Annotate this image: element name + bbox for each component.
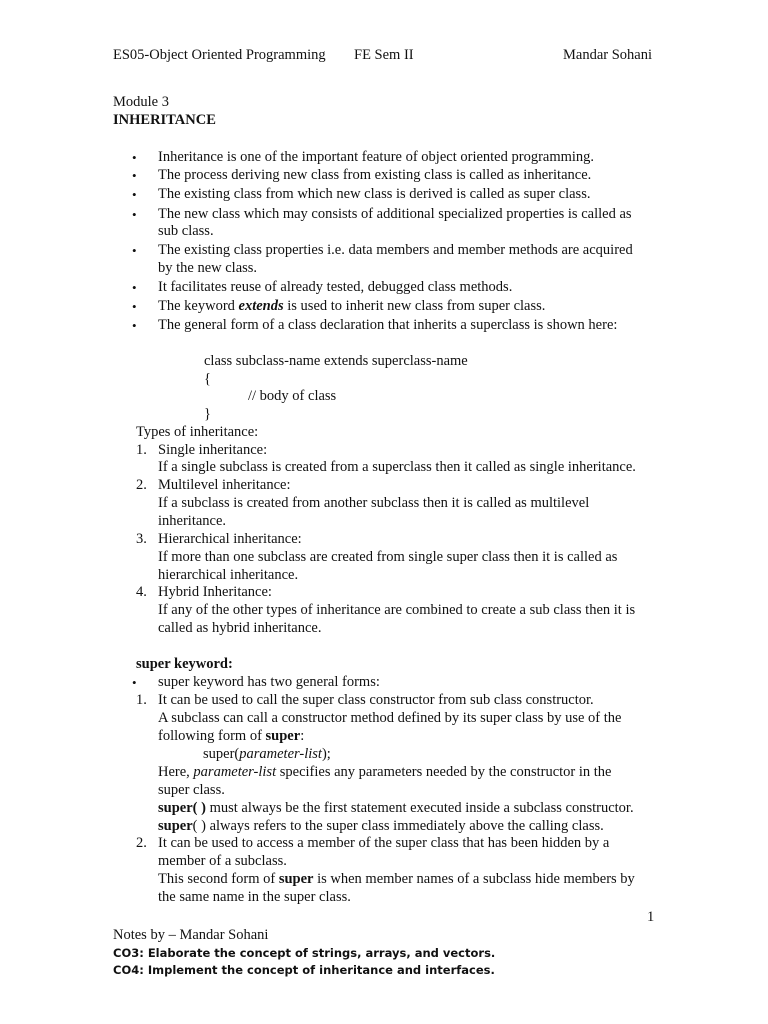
super-keyword: super bbox=[158, 818, 193, 834]
text-run: ); bbox=[321, 746, 331, 762]
code-line: class subclass-name extends superclass-name bbox=[204, 353, 468, 369]
bullet-text: The process deriving new class from existing class is called as inheritance. bbox=[158, 167, 592, 183]
type-description: If any of the other types of inheritance are combined to create a sub class then it is bbox=[158, 602, 636, 618]
form-number: 1. bbox=[136, 692, 147, 708]
syntax-line bbox=[203, 746, 331, 763]
bullet-text: The keyword bbox=[158, 298, 239, 314]
text-run: following form of bbox=[158, 728, 266, 744]
type-number: 2. bbox=[136, 477, 147, 493]
header-semester: FE Sem II bbox=[354, 47, 414, 63]
type-number: 4. bbox=[136, 584, 147, 600]
type-description: called as hybrid inheritance. bbox=[158, 620, 322, 636]
text-run: : bbox=[300, 728, 305, 744]
list-item bbox=[158, 242, 633, 259]
paragraph-line bbox=[158, 871, 635, 888]
super-intro: super keyword has two general forms: bbox=[158, 674, 380, 690]
header-course: ES05-Object Oriented Programming bbox=[113, 47, 326, 63]
type-name: Single inheritance: bbox=[158, 442, 268, 458]
extends-keyword: extends bbox=[238, 298, 284, 314]
code-line: // body of class bbox=[248, 388, 337, 404]
type-number: 3. bbox=[136, 531, 147, 547]
bullet-text: The new class which may consists of additional specialized properties is called as bbox=[158, 206, 632, 222]
code-line: { bbox=[204, 371, 211, 387]
text-run: must always be the first statement executed inside a subclass constructor. bbox=[205, 800, 634, 816]
type-description: If a subclass is created from another subclass then it is called as multilevel bbox=[158, 495, 590, 511]
list-item bbox=[158, 149, 594, 166]
bullet-text: The general form of a class declaration that inherits a superclass is shown here: bbox=[158, 317, 618, 333]
type-description: inheritance. bbox=[158, 513, 227, 529]
text-run: specifies any parameters needed by the constructor in the bbox=[276, 764, 612, 780]
paragraph-line: It can be used to access a member of the super class that has been hidden by a bbox=[158, 835, 610, 851]
type-name: Hybrid Inheritance: bbox=[158, 584, 272, 600]
footer-co4: CO4: Implement the concept of inheritance and interfaces. bbox=[113, 963, 495, 977]
code-line: } bbox=[204, 406, 211, 422]
page-title: INHERITANCE bbox=[113, 112, 216, 128]
footer-notes: Notes by – Mandar Sohani bbox=[113, 927, 269, 943]
type-number: 1. bbox=[136, 442, 147, 458]
form-title: It can be used to call the super class constructor from sub class constructor. bbox=[158, 692, 594, 708]
parameter-list-term: parameter-list bbox=[193, 764, 277, 780]
type-name: Multilevel inheritance: bbox=[158, 477, 291, 493]
list-item bbox=[158, 298, 545, 315]
paragraph-line bbox=[158, 764, 612, 781]
bullet-text: The existing class properties i.e. data members and member methods are acquired bbox=[158, 242, 633, 258]
types-heading: Types of inheritance: bbox=[136, 424, 259, 440]
bullet-text: by the new class. bbox=[158, 260, 258, 276]
list-item-continuation bbox=[158, 223, 214, 240]
bullet-text: sub class. bbox=[158, 223, 214, 239]
list-item bbox=[158, 206, 632, 223]
bullet-text: is used to inherit new class from super class. bbox=[283, 298, 546, 314]
type-description: If a single subclass is created from a superclass then it called as single inheritance. bbox=[158, 459, 636, 475]
paragraph-line bbox=[158, 800, 634, 817]
super-keyword: super bbox=[278, 871, 314, 887]
text-run: This second form of bbox=[158, 871, 279, 887]
bullet-text: Inheritance is one of the important feature of object oriented programming. bbox=[158, 149, 595, 165]
paragraph-line: super class. bbox=[158, 782, 225, 798]
list-item bbox=[158, 167, 591, 184]
type-name: Hierarchical inheritance: bbox=[158, 531, 302, 547]
paragraph-line bbox=[158, 728, 304, 745]
page-number: 1 bbox=[647, 909, 655, 925]
super-keyword: super( ) bbox=[158, 800, 206, 816]
list-item-continuation bbox=[158, 260, 257, 277]
paragraph-line: A subclass can call a constructor method defined by its super class by use of the bbox=[158, 710, 622, 726]
footer-co3: CO3: Elaborate the concept of strings, arrays, and vectors. bbox=[113, 946, 496, 960]
form-number: 2. bbox=[136, 835, 147, 851]
list-item bbox=[158, 317, 617, 334]
text-run: super( bbox=[203, 746, 240, 762]
super-keyword: super bbox=[265, 728, 301, 744]
paragraph-line: the same name in the super class. bbox=[158, 889, 351, 905]
header-author: Mandar Sohani bbox=[563, 47, 652, 63]
list-item bbox=[158, 674, 380, 691]
list-item bbox=[158, 279, 512, 296]
paragraph-line bbox=[158, 818, 604, 835]
text-run: ( ) always refers to the super class immediately above the calling class. bbox=[192, 818, 604, 834]
type-description: hierarchical inheritance. bbox=[158, 567, 299, 583]
type-description: If more than one subclass are created from single super class then it is called as bbox=[158, 549, 618, 565]
text-run: is when member names of a subclass hide members by bbox=[313, 871, 635, 887]
paragraph-line: member of a subclass. bbox=[158, 853, 287, 869]
text-run: Here, bbox=[158, 764, 194, 780]
parameter-list-term: parameter-list bbox=[239, 746, 322, 762]
super-heading: super keyword: bbox=[136, 656, 233, 672]
bullet-text: It facilitates reuse of already tested, debugged class methods. bbox=[158, 279, 513, 295]
list-item bbox=[158, 186, 590, 203]
module-label: Module 3 bbox=[113, 94, 169, 110]
bullet-text: The existing class from which new class is derived is called as super class. bbox=[158, 186, 591, 202]
